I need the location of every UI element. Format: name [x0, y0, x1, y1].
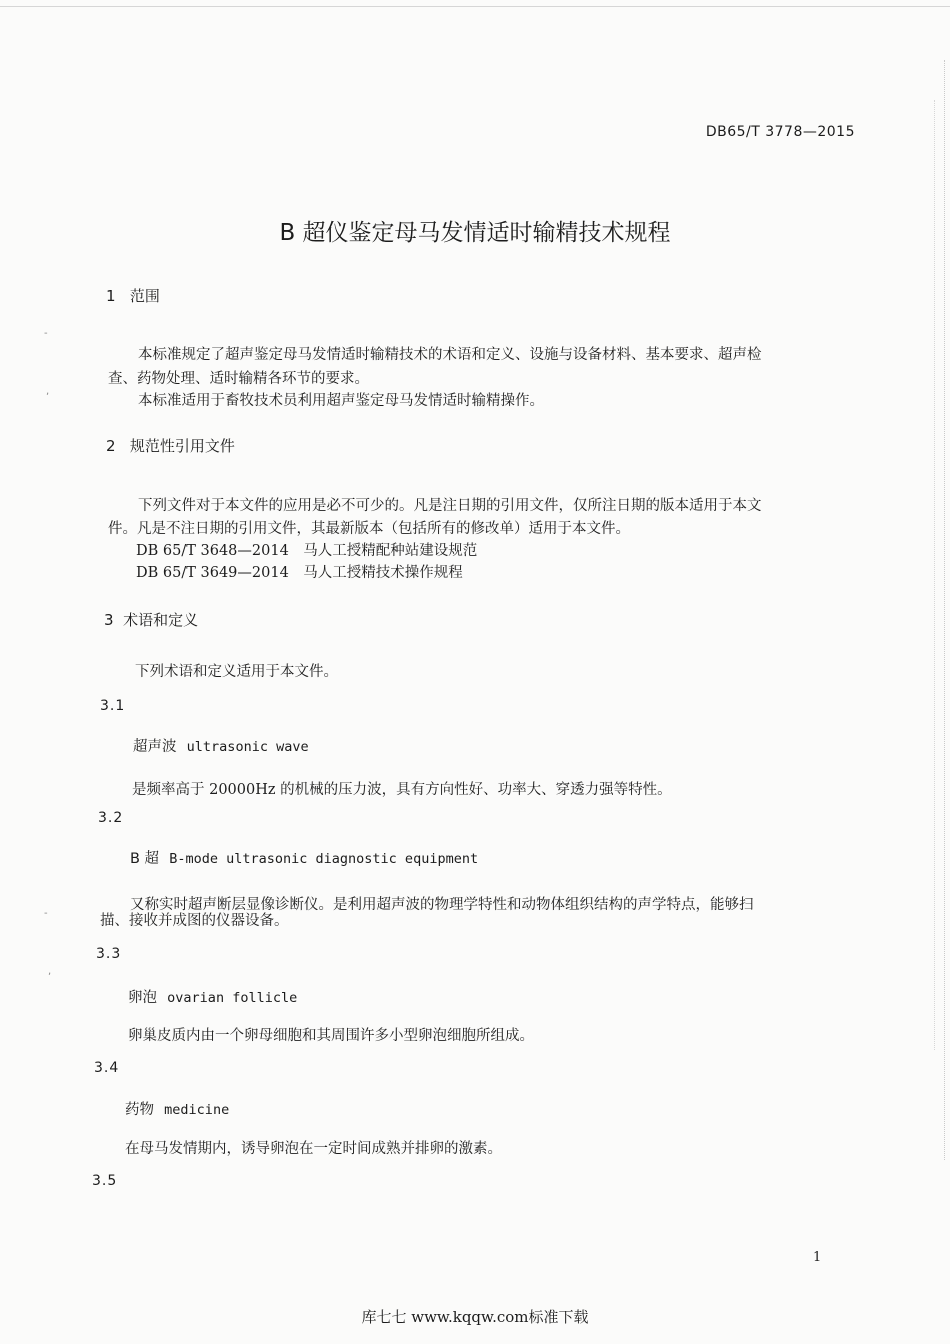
page-number: 1 — [813, 1250, 822, 1265]
term-entry — [128, 986, 297, 1007]
term-number: 3.2 — [98, 810, 124, 826]
scan-mark: - — [44, 908, 48, 919]
term-entry — [125, 1098, 229, 1119]
term-english: ovarian follicle — [167, 990, 298, 1006]
section-2-heading — [106, 435, 235, 456]
section-title: 范围 — [129, 287, 160, 305]
paragraph: 下列文件对于本文件的应用是必不可少的。凡是注日期的引用文件，仅所注日期的版本适用于本文 — [138, 498, 762, 514]
term-definition: 卵巢皮质内由一个卵母细胞和其周围许多小型卵泡细胞所组成。 — [128, 1028, 534, 1044]
term-entry — [130, 847, 478, 868]
term-english: medicine — [164, 1102, 230, 1118]
document-title: B 超仪鉴定母马发情适时输精技术规程 — [279, 220, 671, 246]
paragraph-continuation: 件。凡是不注日期的引用文件，其最新版本（包括所有的修改单）适用于本文件。 — [108, 521, 630, 537]
standard-code: DB65/T 3778—2015 — [705, 124, 855, 140]
term-english: B-mode ultrasonic diagnostic equipment — [169, 851, 479, 867]
paragraph: 本标准规定了超声鉴定母马发情适时输精技术的术语和定义、设施与设备材料、基本要求、超声检 — [138, 347, 762, 363]
term-definition: 在母马发情期内，诱导卵泡在一定时间成熟并排卵的激素。 — [125, 1141, 502, 1157]
term-english: ultrasonic wave — [186, 739, 309, 755]
scan-mark: , — [48, 966, 52, 977]
term-chinese: 药物 — [125, 1102, 154, 1118]
term-number: 3.1 — [100, 698, 126, 714]
term-chinese: 卵泡 — [128, 990, 157, 1006]
normative-reference: DB 65/T 3648—2014 马人工授精配种站建设规范 — [136, 543, 478, 559]
section-number: 1 — [106, 287, 116, 305]
section-title: 术语和定义 — [123, 611, 199, 629]
scan-edge-top — [0, 0, 950, 7]
scan-mark: - — [44, 328, 48, 339]
section-1-heading — [106, 285, 160, 306]
paragraph-continuation: 查、药物处理、适时输精各环节的要求。 — [108, 371, 369, 387]
section-number: 2 — [106, 437, 116, 455]
term-definition-continuation: 描、接收并成图的仪器设备。 — [100, 913, 289, 929]
paragraph: 下列术语和定义适用于本文件。 — [135, 664, 338, 680]
term-entry — [133, 735, 309, 756]
normative-reference: DB 65/T 3649—2014 马人工授精技术操作规程 — [136, 565, 463, 581]
term-definition: 是频率高于 20000Hz 的机械的压力波，具有方向性好、功率大、穿透力强等特性。 — [132, 782, 672, 798]
section-number: 3 — [104, 611, 114, 629]
footer-watermark: 库七七 www.kqqw.com标准下载 — [361, 1308, 589, 1326]
section-title: 规范性引用文件 — [129, 437, 235, 455]
paragraph: 本标准适用于畜牧技术员利用超声鉴定母马发情适时输精操作。 — [138, 393, 544, 409]
term-definition: 又称实时超声断层显像诊断仪。是利用超声波的物理学特性和动物体组织结构的声学特点，能够扫 — [130, 897, 754, 913]
term-number: 3.5 — [92, 1173, 118, 1189]
term-number: 3.4 — [94, 1060, 120, 1076]
term-chinese: 超声波 — [133, 739, 177, 755]
section-3-heading — [104, 609, 198, 630]
term-chinese: B 超 — [130, 851, 160, 867]
term-number: 3.3 — [96, 946, 122, 962]
scan-mark: , — [46, 386, 50, 397]
